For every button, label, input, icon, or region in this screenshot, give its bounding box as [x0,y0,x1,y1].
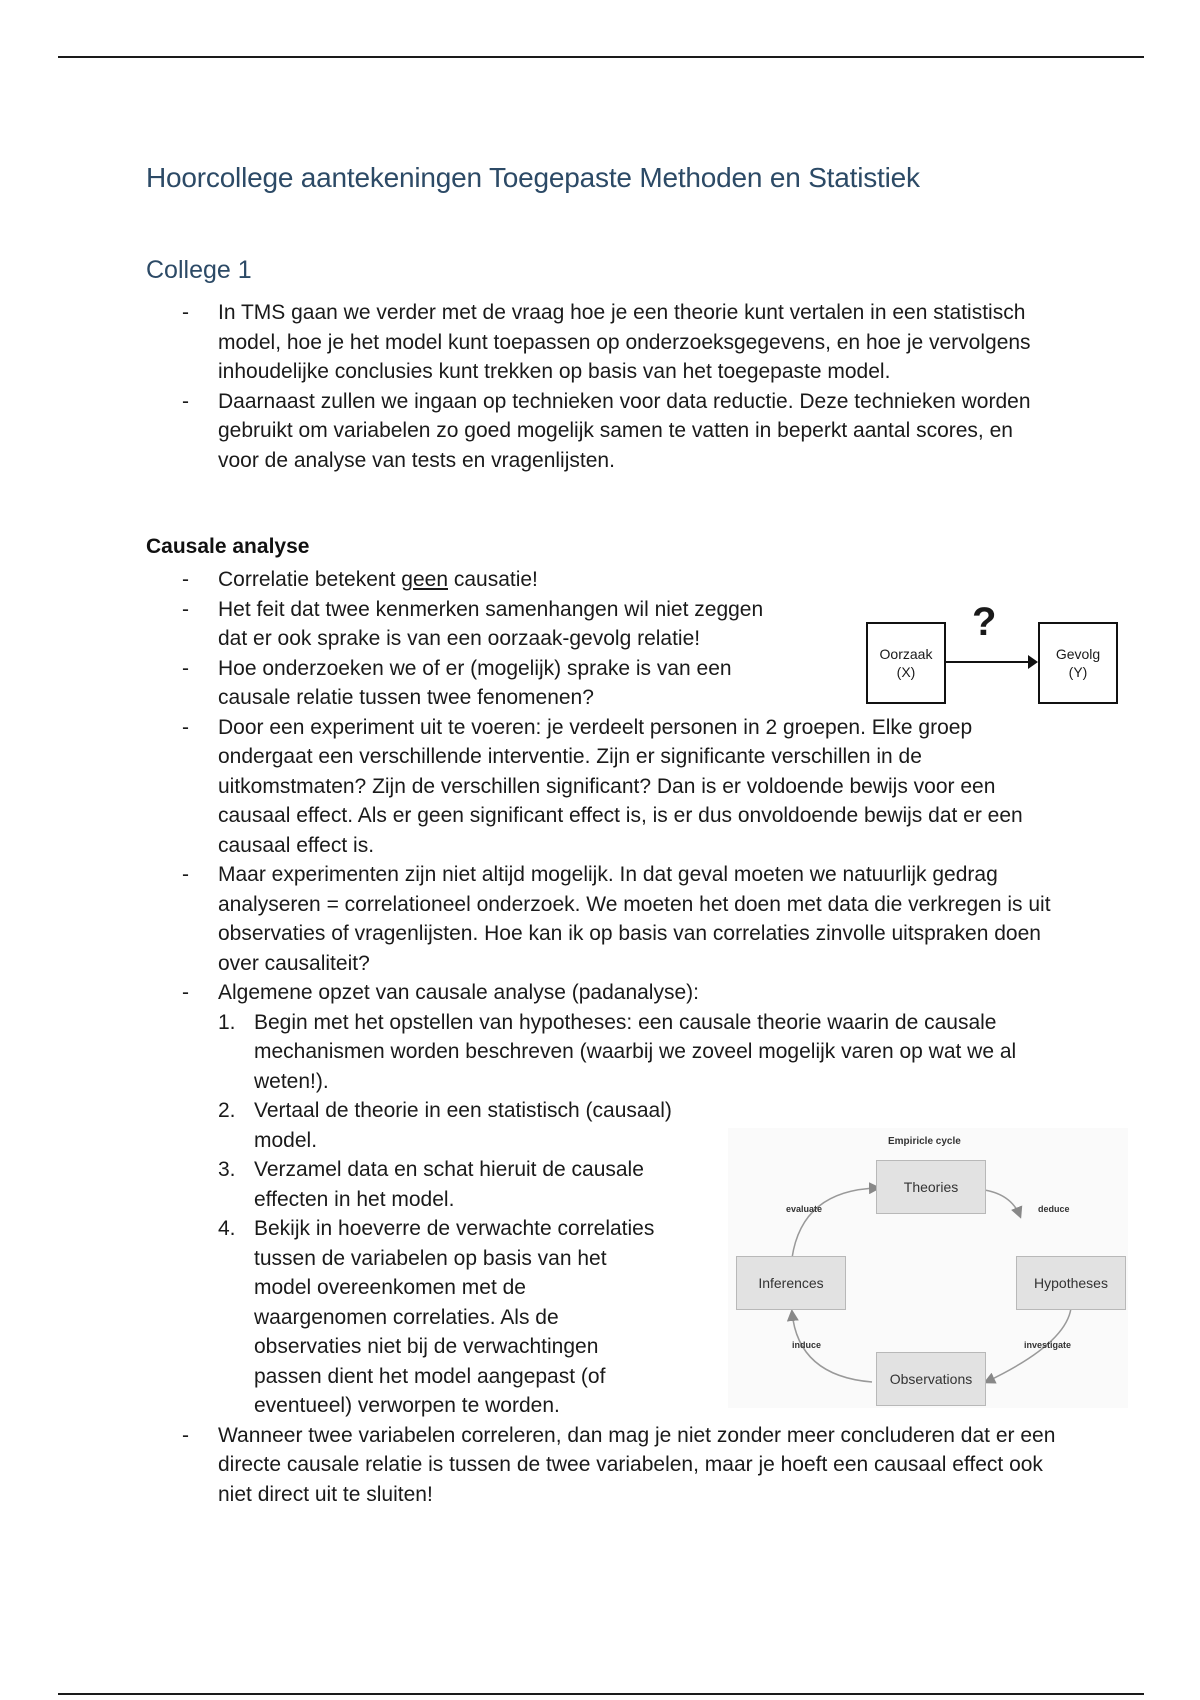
deduce-label: deduce [1038,1204,1070,1214]
inferences-box: Inferences [736,1256,846,1310]
text: causatie! [448,568,538,591]
list-item: - Door een experiment uit te voeren: je verdeelt personen in 2 groepen. Elke groep ondergaat een verschillende interventie. Zijn er significante verschillen in de uitkomstmaten? Zijn de verschillen significant? Dan is er voldoende bewijs voor een causaal effect. Als er geen significant effect is, is er dus onvoldoende bewijs dat er een causaal effect is. [146,713,1066,861]
list-item [146,565,1066,595]
theories-box: Theories [876,1160,986,1214]
subheading-causale-analyse: Causale analyse [146,535,310,558]
step-number: 2. [218,1099,236,1122]
text: Correlatie betekent [218,568,402,591]
list-item: - In TMS gaan we verder met de vraag hoe je een theorie kunt vertalen in een statistisch model, hoe je het model kunt toepassen op onderzoeksgegevens, en hoe je vervolgens inhoudelijke conclusies kunt trekken op basis van het toegepaste model. [146,298,1046,387]
step-text: Begin met het opstellen van hypotheses: een causale theorie waarin de causale mechanismen worden beschreven (waarbij we zoveel mogelijk varen op wat we al weten!). [254,1010,1017,1093]
step-number: 4. [218,1217,236,1240]
cause-box [866,622,946,704]
arrow-line [944,661,1030,663]
empirical-cycle-diagram [728,1128,1128,1408]
effect-box [1038,622,1118,704]
arrow-head-icon [1028,655,1038,669]
step-item [218,1214,664,1421]
cause-effect-diagram [860,600,1124,706]
underlined-word: geen [401,568,448,591]
cause-label: Oorzaak [879,646,933,662]
hypotheses-box: Hypotheses [1016,1256,1126,1310]
cycle-title: Empiricle cycle [888,1136,961,1147]
evaluate-label: evaluate [786,1204,823,1214]
investigate-label: investigate [1024,1340,1072,1350]
step-item [218,1008,1066,1097]
effect-variable: (Y) [1068,664,1088,680]
step-item [218,1155,714,1214]
bottom-rule [58,1693,1144,1695]
question-mark: ? [972,600,997,644]
section-heading-college: College 1 [146,256,252,284]
text: Algemene opzet van causale analyse (padanalyse): [218,981,699,1004]
document-title: Hoorcollege aantekeningen Toegepaste Methoden en Statistiek [146,162,920,193]
induce-label: induce [792,1340,822,1350]
step-number: 1. [218,1010,236,1034]
step-text: Verzamel data en schat hieruit de causale effecten in het model. [254,1158,644,1211]
step-text: Bekijk in hoeverre de verwachte correlaties tussen de variabelen op basis van het model overeenkomen met de waargenomen correlaties. Als de observaties niet bij de verwachtingen passen dient het model aangepast (of eventueel) verworpen te worden. [254,1217,655,1417]
effect-label: Gevolg [1055,646,1101,662]
observations-box: Observations [876,1352,986,1406]
list-item: - Maar experimenten zijn niet altijd mogelijk. In dat geval moeten we natuurlijk gedrag analyseren = correlationeel onderzoek. We moeten het doen met data die verkregen is uit observaties of vragenlijsten. Hoe kan ik op basis van correlaties zinvolle uitspraken doen over causaliteit? [146,860,1066,978]
step-text: Vertaal de theorie in een statistisch (causaal) model. [254,1099,672,1152]
cause-variable: (X) [896,664,916,680]
step-item [218,1096,674,1155]
list-item: - Daarnaast zullen we ingaan op technieken voor data reductie. Deze technieken worden gebruikt om variabelen zo goed mogelijk samen te vatten in beperkt aantal scores, en voor de analyse van tests en vragenlijsten. [146,387,1046,476]
list-item: - Wanneer twee variabelen correleren, dan mag je niet zonder meer concluderen dat er een directe causale relatie is tussen de twee variabelen, maar je hoeft een causaal effect ook niet direct uit te sluiten! [146,1421,1066,1510]
step-number: 3. [218,1158,236,1181]
list-item: - Hoe onderzoeken we of er (mogelijk) sprake is van een causale relatie tussen twee fenomenen? [146,654,778,713]
intro-list [146,298,1046,475]
top-rule [58,56,1144,58]
list-item: - Het feit dat twee kenmerken samenhangen wil niet zeggen dat er ook sprake is van een oorzaak-gevolg relatie! [146,595,778,654]
